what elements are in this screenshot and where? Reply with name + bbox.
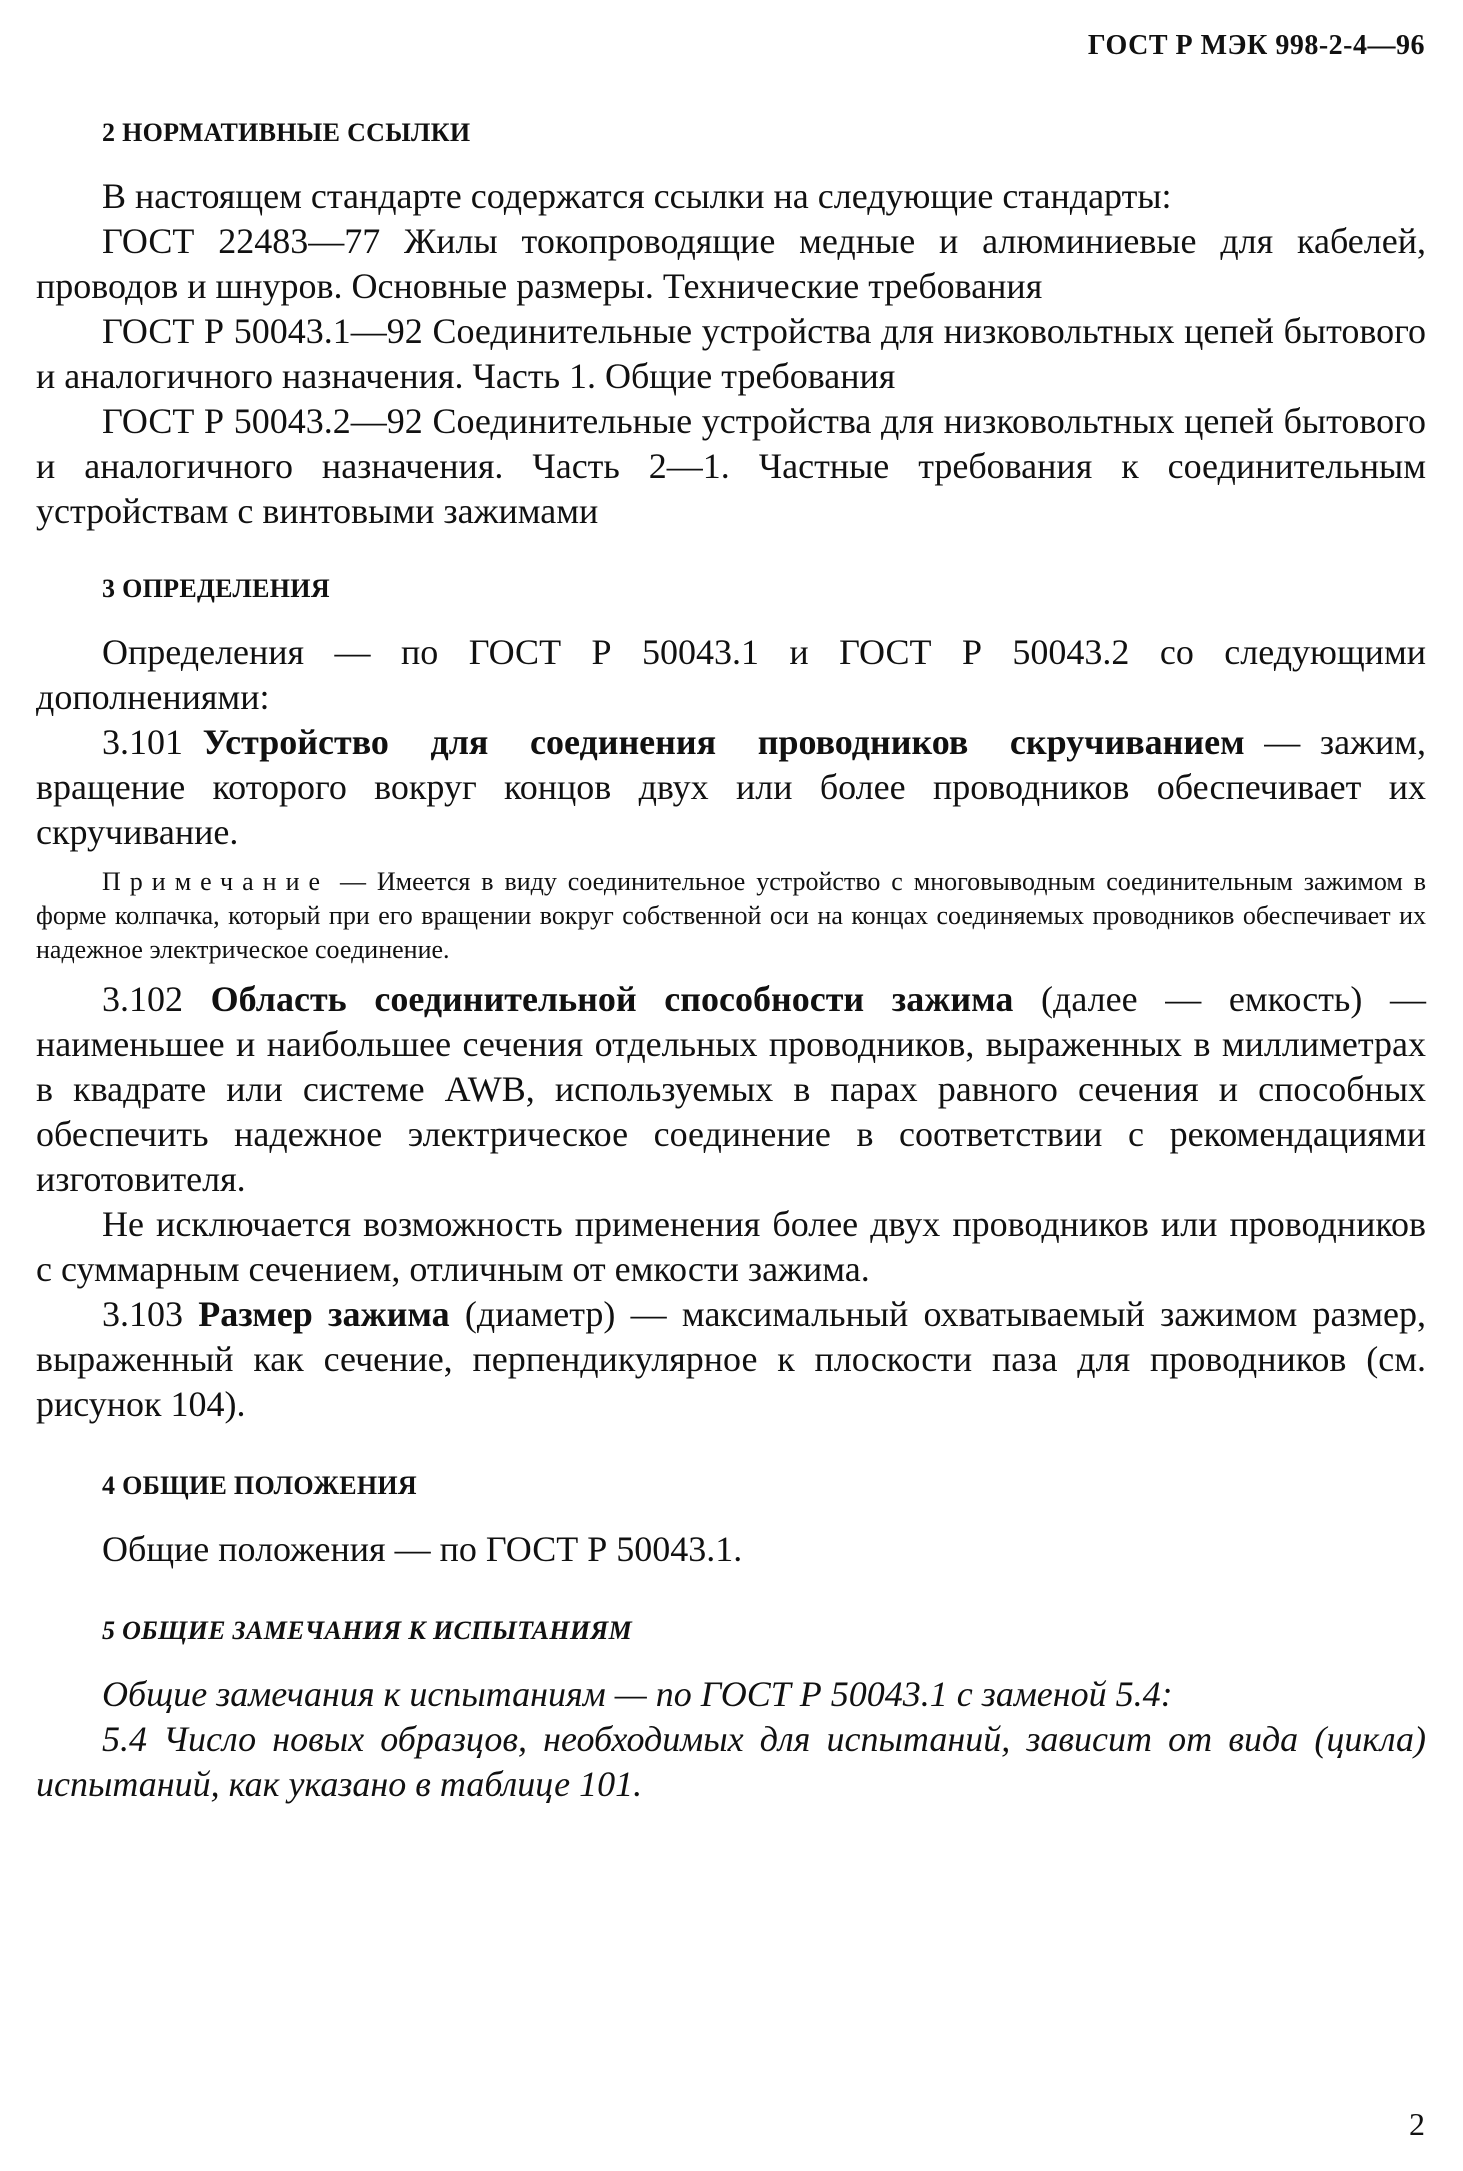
reference-gost-50043-2: ГОСТ Р 50043.2—92 Соединительные устройства для низковольтных цепей бытового и аналогичного назначения. Часть 2—1. Частные требования к соединительным устройствам с винтовыми зажимами [36, 401, 1426, 531]
running-header: ГОСТ Р МЭК 998-2-4—96 [1087, 30, 1425, 61]
reference-gost-22483: ГОСТ 22483—77 Жилы токопроводящие медные и алюминиевые для кабелей, проводов и шнуров. Основные размеры. Технические требования [36, 221, 1426, 306]
definition-term: Устройство для соединения проводников скручиванием [202, 722, 1245, 762]
definition-number: 3.103 [102, 1294, 183, 1334]
section-5-4-text: 5.4 Число новых образцов, необходимых для испытаний, зависит от вида (цикла) испытаний, как указано в таблице 101. [36, 1719, 1426, 1804]
section-2-intro: В настоящем стандарте содержатся ссылки на следующие стандарты: [102, 176, 1172, 216]
page-number: 2 [1409, 2106, 1425, 2142]
section-5-heading: 5 ОБЩИЕ ЗАМЕЧАНИЯ К ИСПЫТАНИЯМ [102, 1616, 633, 1645]
definition-text: (диаметр) — максимальный охватываемый зажимом размер, выраженный как сечение, перпендикулярное к плоскости паза для проводников (см. рисунок 104). [36, 1294, 1427, 1424]
section-4-text: Общие положения — по ГОСТ Р 50043.1. [102, 1529, 743, 1569]
definition-3-102-extra: Не исключается возможность применения более двух проводников или проводников с суммарным сечением, отличным от емкости зажима. [36, 1204, 1426, 1289]
note-label: Примечание [102, 867, 330, 896]
section-3-heading: 3 ОПРЕДЕЛЕНИЯ [102, 574, 330, 603]
definition-term: Область соединительной способности зажима [210, 979, 1014, 1019]
definition-3-102 [36, 977, 1426, 1202]
definition-3-101 [36, 720, 1426, 855]
definition-text: (далее — емкость) — наименьшее и наибольшее сечения отдельных проводников, выраженных в миллиметрах в квадрате или системе AWB, используемых в парах равного сечения и способных обеспечить надежное электрическое соединение в соответствии с рекомендациями изготовителя. [36, 979, 1426, 1199]
reference-gost-50043-1: ГОСТ Р 50043.1—92 Соединительные устройства для низковольтных цепей бытового и аналогичного назначения. Часть 1. Общие требования [36, 311, 1426, 396]
section-3-intro: Определения — по ГОСТ Р 50043.1 и ГОСТ Р 50043.2 со следующими дополнениями: [36, 632, 1426, 717]
page-content [36, 118, 1426, 1807]
section-2-heading: 2 НОРМАТИВНЫЕ ССЫЛКИ [102, 118, 471, 147]
section-5-text: Общие замечания к испытаниям — по ГОСТ Р 50043.1 с заменой 5.4: [102, 1674, 1173, 1714]
definition-3-103 [36, 1292, 1426, 1427]
definition-text: — зажим, вращение которого вокруг концов двух или более проводников обеспечивает их скручивание. [36, 722, 1427, 852]
note-text: — Имеется в виду соединительное устройство с многовыводным соединительным зажимом в форме колпачка, который при его вращении вокруг собственной оси на концах соединяемых проводников обеспечивает их надежное электрическое соединение. [36, 867, 1426, 964]
definition-number: 3.102 [102, 979, 183, 1019]
section-4-heading: 4 ОБЩИЕ ПОЛОЖЕНИЯ [102, 1471, 418, 1500]
definition-number: 3.101 [102, 722, 183, 762]
definition-term: Размер зажима [198, 1294, 450, 1334]
note-3-101 [36, 865, 1426, 967]
